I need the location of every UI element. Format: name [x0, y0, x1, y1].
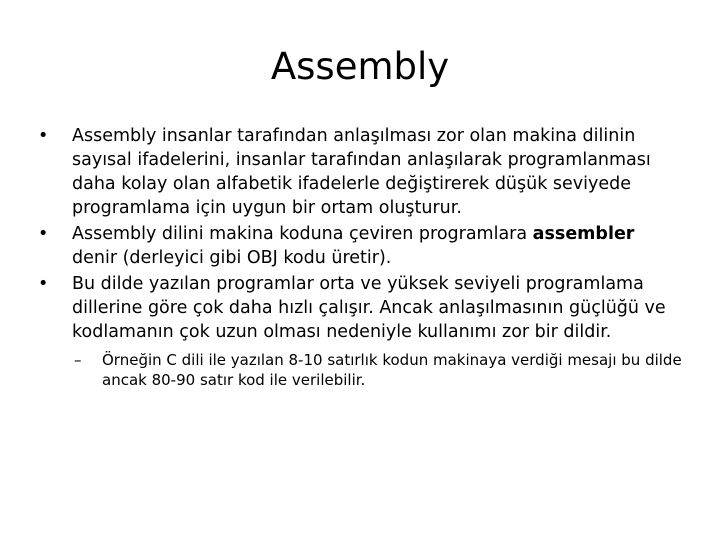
slide-title: Assembly: [270, 45, 450, 88]
bullet-text-after: denir (derleyici gibi OBJ kodu üretir).: [72, 248, 392, 268]
bullet-bold-term: assembler: [532, 224, 635, 244]
bullet-text: Assembly insanlar tarafından anlaşılması zor olan makina dilinin sayısal ifadelerini, insanlar tarafından anlaşılarak programlanması daha kolay olan alfabetik ifadelerle değiştirerek düşük seviyede programlama için uygun bir ortam oluşturur.: [72, 126, 651, 218]
bullet-item: [38, 222, 678, 270]
bullet-item: [38, 124, 678, 220]
sub-bullet-item: [38, 350, 682, 390]
bullet-marker: •: [38, 126, 49, 146]
sub-bullet-text: Örneğin C dili ile yazılan 8-10 satırlık kodun makinaya verdiği mesajı bu dilde ancak 80-90 satır kod ile verilebilir.: [102, 351, 682, 389]
bullet-item: [38, 272, 678, 344]
bullet-text-before: Assembly dilini makina koduna çeviren programlara: [72, 224, 533, 244]
bullet-marker: •: [38, 274, 49, 294]
bullet-list: [38, 124, 682, 390]
bullet-text: [72, 224, 634, 268]
sub-bullet-marker: –: [74, 351, 82, 369]
bullet-text: Bu dilde yazılan programlar orta ve yüksek seviyeli programlama dillerine göre çok daha hızlı çalışır. Ancak anlaşılmasının güçlüğü ve kodlamanın çok uzun olması nedeniyle kullanımı zor bir dildir.: [72, 274, 666, 342]
bullet-marker: •: [38, 224, 49, 244]
